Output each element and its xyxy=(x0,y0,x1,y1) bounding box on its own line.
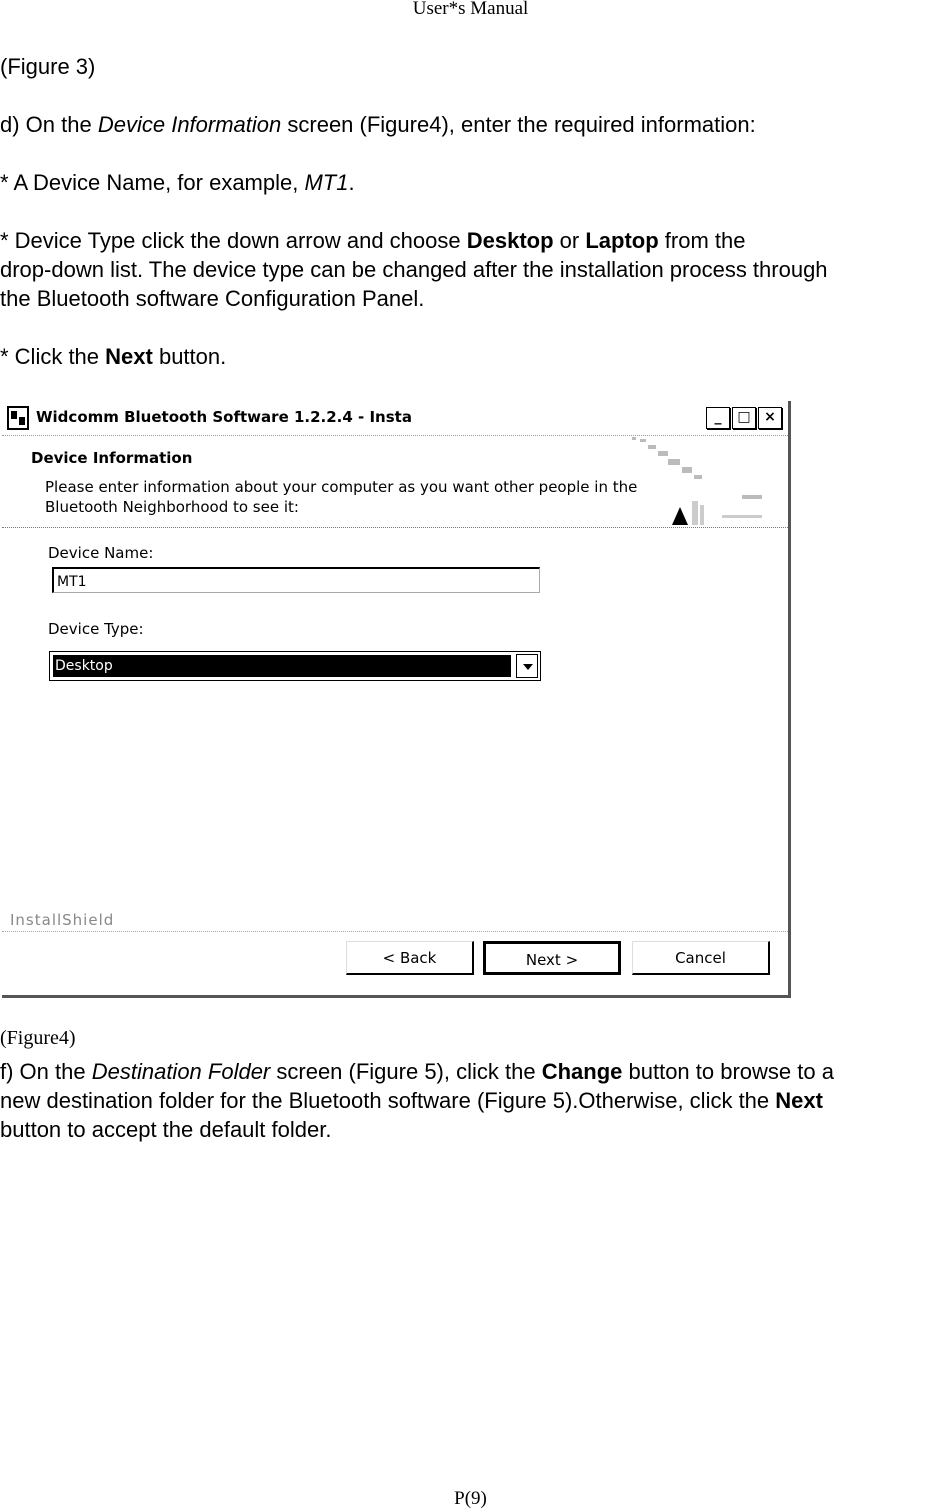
page-header: User*s Manual xyxy=(412,0,529,19)
dialog-description-line1: Please enter information about your computer as you want other people in the xyxy=(45,478,638,496)
bullet-click-next xyxy=(0,342,226,371)
close-button[interactable]: × xyxy=(758,407,782,429)
next-button[interactable]: Next > xyxy=(483,941,621,975)
step-f-screen-name: Destination Folder xyxy=(91,1059,271,1084)
step-f-change: Change xyxy=(541,1059,623,1084)
step-d-text xyxy=(0,110,756,139)
bullet-next-prefix: * Click the xyxy=(0,344,106,369)
bullet-device-type-line2: drop-down list. The device type can be changed after the installation process through xyxy=(0,257,828,282)
bullet-next-suffix: button. xyxy=(152,344,227,369)
minimize-button[interactable]: _ xyxy=(706,407,730,429)
dialog-description-line2: Bluetooth Neighborhood to see it: xyxy=(45,498,299,516)
maximize-button[interactable]: □ xyxy=(732,407,756,429)
step-f-next: Next xyxy=(775,1088,823,1113)
device-type-label: Device Type: xyxy=(48,620,144,638)
bullet-name-example: MT1 xyxy=(304,170,349,195)
step-f-line3: button to accept the default folder. xyxy=(0,1117,332,1142)
bluetooth-wizard-graphic-icon xyxy=(622,435,782,527)
page-footer: P(9) xyxy=(454,1488,487,1509)
device-name-label: Device Name: xyxy=(48,544,154,562)
step-d-prefix: d) On the xyxy=(0,112,98,137)
dialog-section-title: Device Information xyxy=(31,449,193,467)
bullet-device-type-line1 xyxy=(0,226,745,255)
dialog-titlebar xyxy=(2,401,788,436)
bullet-next-button: Next xyxy=(105,344,153,369)
chevron-down-icon[interactable] xyxy=(516,654,538,678)
device-type-dropdown[interactable] xyxy=(49,651,541,681)
installer-app-icon xyxy=(6,405,30,431)
step-f-after-change: button to browse to a xyxy=(622,1059,834,1084)
step-f-line2 xyxy=(0,1086,823,1115)
device-type-selected-value: Desktop xyxy=(53,655,511,677)
bullet-device-type-line3: the Bluetooth software Configuration Panel. xyxy=(0,286,425,311)
step-f-line2-prefix: new destination folder for the Bluetooth software (Figure 5).Otherwise, click the xyxy=(0,1088,776,1113)
step-f-line1 xyxy=(0,1057,834,1086)
bullet-type-or: or xyxy=(553,228,586,253)
bullet-name-suffix: . xyxy=(348,170,355,195)
bullet-name-prefix: * A Device Name, for example, xyxy=(0,170,305,195)
step-d-screen-name: Device Information xyxy=(97,112,282,137)
bullet-device-name xyxy=(0,168,355,197)
figure4-caption: (Figure4) xyxy=(0,1027,76,1049)
bullet-type-prefix: * Device Type click the down arrow and choose xyxy=(0,228,467,253)
figure3-caption: (Figure 3) xyxy=(0,54,96,79)
step-d-suffix: screen (Figure4), enter the required information: xyxy=(281,112,756,137)
bullet-type-opt2: Laptop xyxy=(585,228,659,253)
bullet-type-suffix: from the xyxy=(658,228,746,253)
step-f-prefix: f) On the xyxy=(0,1059,92,1084)
step-f-mid: screen (Figure 5), click the xyxy=(270,1059,542,1084)
installshield-brand: InstallShield xyxy=(10,911,115,929)
cancel-button[interactable]: Cancel xyxy=(632,941,770,975)
dialog-title: Widcomm Bluetooth Software 1.2.2.4 - Insta xyxy=(36,408,412,426)
device-information-dialog xyxy=(2,401,791,998)
footer-divider xyxy=(2,931,788,932)
bullet-type-opt1: Desktop xyxy=(466,228,554,253)
back-button[interactable]: < Back xyxy=(346,941,474,975)
device-name-input[interactable]: MT1 xyxy=(52,567,540,593)
